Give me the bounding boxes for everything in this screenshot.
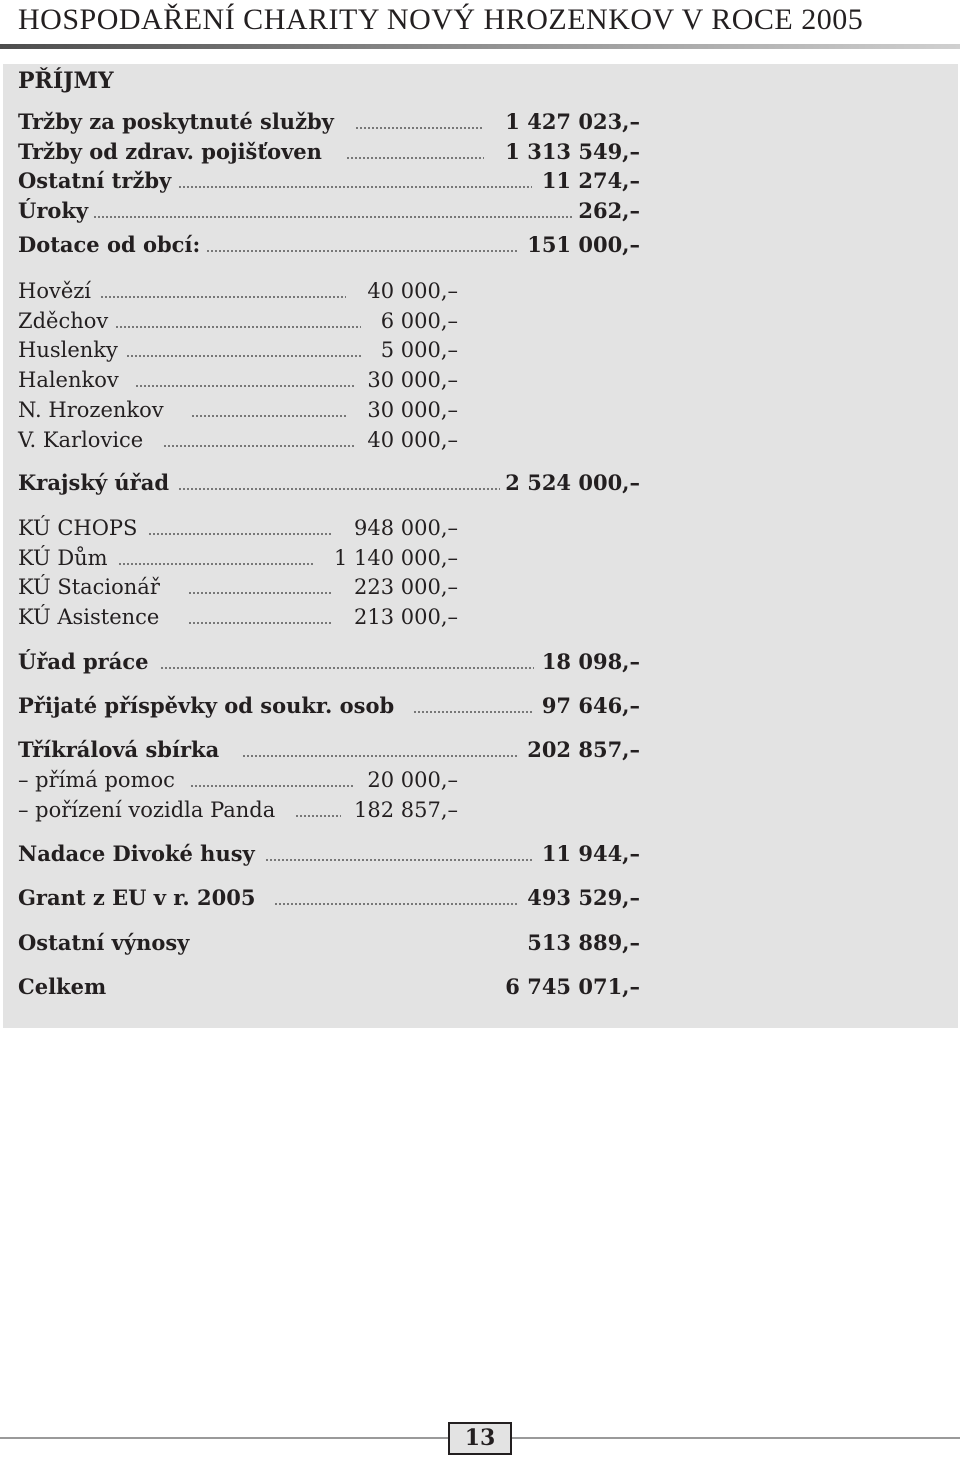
row-label: Tržby za poskytnuté služby: [18, 109, 334, 134]
row-amount: 30 000,–: [367, 398, 458, 422]
row-amount: 151 000,–: [527, 232, 640, 257]
total-row: [18, 972, 640, 1002]
dot-leader: [190, 785, 354, 787]
row-label: Úroky: [18, 198, 89, 223]
dot-leader: [191, 415, 346, 417]
row-label: Hovězí: [18, 279, 92, 303]
row-label: N. Hrozenkov: [18, 398, 164, 422]
row-label: Grant z EU v r. 2005: [18, 885, 256, 910]
row-label: V. Karlovice: [18, 428, 144, 452]
row-label: Tříkrálová sbírka: [18, 737, 220, 762]
row-amount: 513 889,–: [527, 930, 640, 955]
dot-leader: [126, 355, 361, 357]
dot-leader: [346, 157, 484, 159]
income-row: [18, 691, 640, 721]
dot-leader: [148, 533, 333, 535]
income-subrow: [18, 276, 458, 306]
row-label: – přímá pomoc: [18, 768, 175, 792]
income-row: [18, 230, 640, 260]
row-label: KÚ Dům: [18, 546, 108, 570]
dot-leader: [178, 186, 532, 188]
row-label: Ostatní tržby: [18, 168, 172, 193]
row-amount: 493 529,–: [527, 885, 640, 910]
income-row: [18, 166, 640, 196]
income-row: [18, 839, 640, 869]
income-row: [18, 647, 640, 677]
income-subrow: [18, 513, 458, 543]
dot-leader: [160, 667, 534, 669]
income-row: [18, 468, 640, 498]
total-label: Celkem: [18, 974, 107, 999]
income-row: [18, 107, 640, 137]
dot-leader: [135, 385, 354, 387]
row-amount: 948 000,–: [353, 516, 458, 540]
dot-leader: [118, 563, 313, 565]
income-subrow: [18, 306, 458, 336]
row-amount: 1 313 549,–: [505, 139, 640, 164]
dot-leader: [188, 622, 333, 624]
row-amount: 20 000,–: [367, 768, 458, 792]
row-amount: 11 944,–: [541, 841, 640, 866]
row-label: Zděchov: [18, 309, 109, 333]
row-label: Krajský úřad: [18, 470, 170, 495]
income-row: [18, 735, 640, 765]
row-label: Dotace od obcí:: [18, 232, 201, 257]
row-label: Nadace Divoké husy: [18, 841, 255, 866]
row-amount: 2 524 000,–: [505, 470, 640, 495]
row-label: KÚ Asistence: [18, 605, 160, 629]
footer-rule: [0, 1437, 448, 1439]
income-subrow: [18, 795, 458, 825]
income-row: [18, 137, 640, 167]
row-label: – pořízení vozidla Panda: [18, 798, 276, 822]
row-amount: 6 000,–: [380, 309, 458, 333]
dot-leader: [178, 488, 500, 490]
dot-leader: [93, 216, 572, 218]
dot-leader: [163, 445, 354, 447]
income-subrow: [18, 765, 458, 795]
page-number: 13: [448, 1422, 512, 1455]
footer-rule: [512, 1437, 960, 1439]
row-label: KÚ CHOPS: [18, 516, 138, 540]
row-label: Přijaté příspěvky od soukr. osob: [18, 693, 395, 718]
row-label: KÚ Stacionář: [18, 575, 160, 599]
income-row: [18, 928, 640, 958]
dot-leader: [265, 859, 534, 861]
income-row: [18, 883, 640, 913]
page-title: HOSPODAŘENÍ CHARITY NOVÝ HROZENKOV V ROCE 2005: [18, 3, 864, 36]
row-amount: 18 098,–: [541, 649, 640, 674]
dot-leader: [188, 592, 333, 594]
income-subrow: [18, 543, 458, 573]
income-subrow: [18, 365, 458, 395]
row-amount: 97 646,–: [541, 693, 640, 718]
dot-leader: [413, 711, 534, 713]
title-rule: [0, 44, 960, 49]
row-amount: 223 000,–: [353, 575, 458, 599]
dot-leader: [206, 250, 518, 252]
row-amount: 30 000,–: [367, 368, 458, 392]
row-label: Tržby od zdrav. pojišťoven: [18, 139, 322, 164]
row-amount: 182 857,–: [353, 798, 458, 822]
row-amount: 1 427 023,–: [505, 109, 640, 134]
row-label: Halenkov: [18, 368, 119, 392]
section-heading: PŘÍJMY: [18, 68, 114, 94]
income-subrow: [18, 602, 458, 632]
row-amount: 202 857,–: [527, 737, 640, 762]
income-row: [18, 196, 640, 226]
row-amount: 11 274,–: [541, 168, 640, 193]
total-amount: 6 745 071,–: [505, 974, 640, 999]
row-amount: 1 140 000,–: [333, 546, 458, 570]
dot-leader: [242, 755, 518, 757]
dot-leader: [100, 296, 346, 298]
row-amount: 213 000,–: [353, 605, 458, 629]
dot-leader: [355, 127, 484, 129]
row-amount: 262,–: [578, 198, 640, 223]
row-amount: 40 000,–: [367, 428, 458, 452]
row-amount: 40 000,–: [367, 279, 458, 303]
row-amount: 5 000,–: [380, 338, 458, 362]
dot-leader: [115, 326, 361, 328]
row-label: Huslenky: [18, 338, 118, 362]
income-subrow: [18, 572, 458, 602]
income-subrow: [18, 425, 458, 455]
income-subrow: [18, 335, 458, 365]
row-label: Ostatní výnosy: [18, 930, 190, 955]
income-subrow: [18, 395, 458, 425]
dot-leader: [274, 903, 518, 905]
dot-leader: [295, 815, 341, 817]
row-label: Úřad práce: [18, 649, 149, 674]
